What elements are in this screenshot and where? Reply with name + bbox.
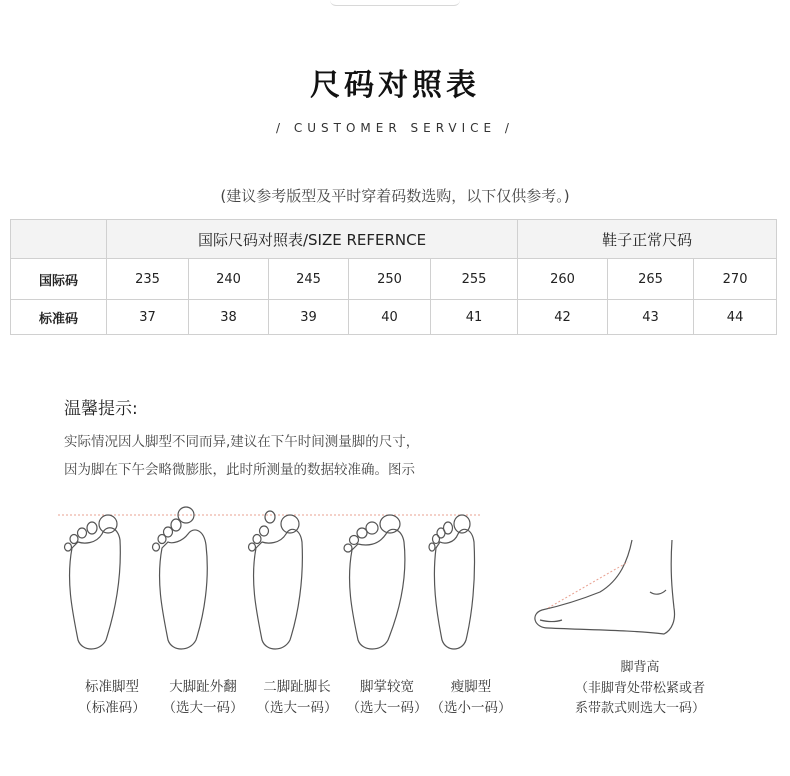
instep-guide-line [548,562,628,608]
wide-foot-icon [344,515,405,649]
foot-type-name: 脚掌较宽 [360,679,414,695]
size-table [10,219,777,335]
foot-type-advice: （标准码） [78,700,146,716]
table-cell: 240 [189,259,269,300]
standard-foot-icon [65,515,121,649]
foot-type-name: 二脚趾脚长 [263,679,331,695]
table-cell: 250 [349,259,431,300]
instep-advice: （非脚背处带松紧或者 [574,681,705,696]
foot-type-name: 瘦脚型 [450,679,492,695]
page-title: 尺码对照表 [310,68,480,103]
foot-type-name: 标准脚型 [85,679,139,695]
bunion-foot-icon [153,507,208,649]
table-cell: 260 [518,259,608,300]
table-cell: 41 [431,300,518,335]
table-cell: 235 [107,259,189,300]
row-label: 国际码 [11,259,107,300]
foot-illustrations [0,500,790,670]
table-side-heading: 鞋子正常尺码 [518,220,777,259]
tips-title: 温馨提示: [64,399,138,419]
table-cell: 40 [349,300,431,335]
foot-type-name: 大脚趾外翻 [169,679,237,695]
table-row [11,300,777,335]
instep-title: 脚背高 [620,660,660,675]
table-header-row [11,220,777,259]
tips-line: 实际情况因人脚型不同而异,建议在下午时间测量脚的尺寸， [64,434,420,450]
purchase-note: (建议参考版型及平时穿着码数选购，以下仅供参考。) [220,187,570,205]
table-cell: 42 [518,300,608,335]
table-row [11,259,777,300]
foot-type-advice: （选大一码） [162,700,244,716]
table-cell: 270 [694,259,777,300]
top-decoration [330,0,460,6]
table-cell: 39 [269,300,349,335]
table-cell: 37 [107,300,189,335]
instep-side-view-icon [535,540,675,634]
table-cell: 44 [694,300,777,335]
tips-line: 因为脚在下午会略微膨胀，此时所测量的数据较准确。图示 [64,462,415,478]
table-cell: 245 [269,259,349,300]
table-heading: 国际尺码对照表/SIZE REFERNCE [107,220,518,259]
row-label: 标准码 [11,300,107,335]
instep-advice: 系带款式则选大一码） [574,701,705,716]
foot-type-advice: （选小一码） [430,700,512,716]
slim-foot-icon [429,515,475,649]
long-second-toe-foot-icon [249,511,303,649]
foot-type-advice: （选大一码） [346,700,428,716]
table-corner-cell [11,220,107,259]
table-cell: 265 [608,259,694,300]
table-cell: 255 [431,259,518,300]
foot-type-advice: （选大一码） [256,700,338,716]
table-cell: 43 [608,300,694,335]
page-subtitle: / CUSTOMER SERVICE / [276,121,514,135]
table-cell: 38 [189,300,269,335]
